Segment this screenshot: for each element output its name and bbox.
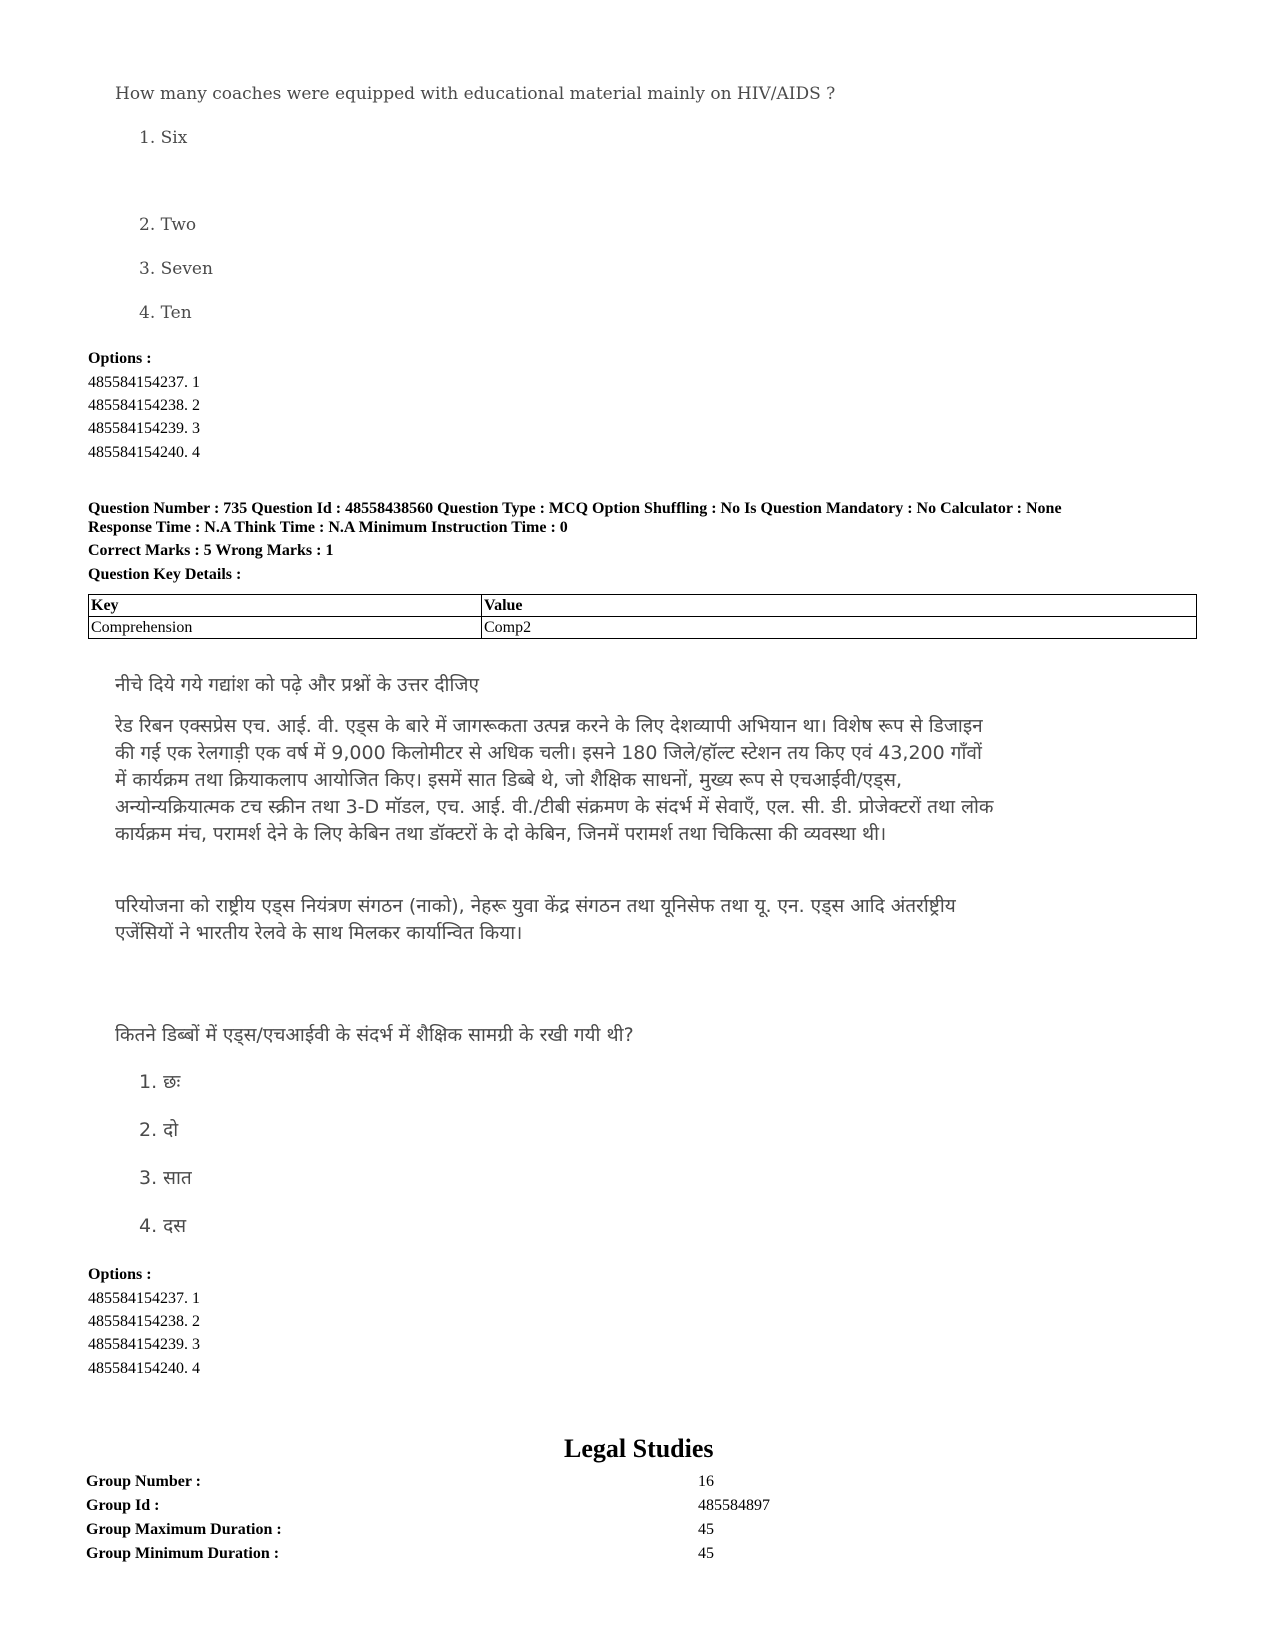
marks-line: Correct Marks : 5 Wrong Marks : 1 <box>88 542 334 559</box>
option-id-3: 485584154239. 3 <box>88 420 200 437</box>
group-min-duration-value: 45 <box>698 1545 714 1562</box>
table-row <box>89 617 1197 639</box>
option-id-2-4: 485584154240. 4 <box>88 1360 200 1377</box>
group-number-label: Group Number : <box>86 1473 201 1490</box>
table-header-key: Key <box>89 595 482 617</box>
hindi-question: कितने डिब्बों में एड्स/एचआईवी के संदर्भ में शैक्षिक सामग्री के रखी गयी थी? <box>115 1024 634 1046</box>
key-details-label: Question Key Details : <box>88 566 242 583</box>
question-text: How many coaches were equipped with educational material mainly on HIV/AIDS ? <box>115 84 836 104</box>
question-meta-line2: Response Time : N.A Think Time : N.A Minimum Instruction Time : 0 <box>88 519 568 536</box>
hindi-choice-4: 4. दस <box>139 1215 187 1237</box>
hindi-instruction: नीचे दिये गये गद्यांश को पढ़े और प्रश्नों के उत्तर दीजिए <box>115 674 479 696</box>
hindi-choice-3: 3. सात <box>139 1167 192 1189</box>
options-label-2: Options : <box>88 1266 152 1283</box>
option-id-4: 485584154240. 4 <box>88 444 200 461</box>
table-cell-key: Comprehension <box>89 617 482 639</box>
hindi-paragraph-2: परियोजना को राष्ट्रीय एड्स नियंत्रण संगठन (नाको), नेहरू युवा केंद्र संगठन तथा यूनिसेफ तथा यू. एन. एड्स आदि अंतर्राष्ट्रीय एजेंसियों ने भारतीय रेलवे के साथ मिलकर कार्यान्वित किया। <box>115 895 956 944</box>
group-max-duration-value: 45 <box>698 1521 714 1538</box>
choice-3: 3. Seven <box>139 259 213 279</box>
hindi-choice-2: 2. दो <box>139 1119 179 1141</box>
choice-1: 1. Six <box>139 128 188 148</box>
hindi-paragraph-1: रेड रिबन एक्सप्रेस एच. आई. वी. एड्स के बारे में जागरूकता उत्पन्न करने के लिए देशव्यापी अभियान था। विशेष रूप से डिजाइन की गई एक रेलगाड़ी एक वर्ष में 9,000 किलोमीटर से अधिक चली। इसने 180 जिले/हॉल्ट स्टेशन तय किए एवं 43,200 गाँवों में कार्यक्रम तथा क्रियाकलाप आयोजित किए। इसमें सात डिब्बे थे, जो शैक्षिक साधनों, मुख्य रूप से एचआईवी/एड्स, अन्योन्यक्रियात्मक टच स्क्रीन तथा 3-D मॉडल, एच. आई. वी./टीबी संक्रमण के संदर्भ में सेवाएँ, एल. सी. डी. प्रोजेक्टरों तथा लोक कार्यक्रम मंच, परामर्श देने के लिए केबिन तथा डॉक्टरों के दो केबिन, जिनमें परामर्श तथा चिकित्सा की व्यवस्था थी। <box>115 715 994 845</box>
option-id-2-2: 485584154238. 2 <box>88 1313 200 1330</box>
group-number-value: 16 <box>698 1473 714 1490</box>
hindi-choice-1: 1. छः <box>139 1071 181 1093</box>
table-header-row <box>89 595 1197 617</box>
option-id-2-1: 485584154237. 1 <box>88 1290 200 1307</box>
table-cell-value: Comp2 <box>482 617 1197 639</box>
question-meta-line1: Question Number : 735 Question Id : 48558438560 Question Type : MCQ Option Shuffling : No Is Question Mandatory : No Calculator : None <box>88 500 1062 517</box>
table-header-value: Value <box>482 595 1197 617</box>
choice-2: 2. Two <box>139 215 197 235</box>
options-label: Options : <box>88 350 152 367</box>
group-id-value: 485584897 <box>698 1497 770 1514</box>
option-id-2: 485584154238. 2 <box>88 397 200 414</box>
group-id-label: Group Id : <box>86 1497 160 1514</box>
section-title: Legal Studies <box>564 1434 714 1463</box>
option-id-2-3: 485584154239. 3 <box>88 1336 200 1353</box>
option-id-1: 485584154237. 1 <box>88 374 200 391</box>
group-max-duration-label: Group Maximum Duration : <box>86 1521 282 1538</box>
choice-4: 4. Ten <box>139 303 192 323</box>
key-details-table <box>88 594 1197 639</box>
group-min-duration-label: Group Minimum Duration : <box>86 1545 280 1562</box>
